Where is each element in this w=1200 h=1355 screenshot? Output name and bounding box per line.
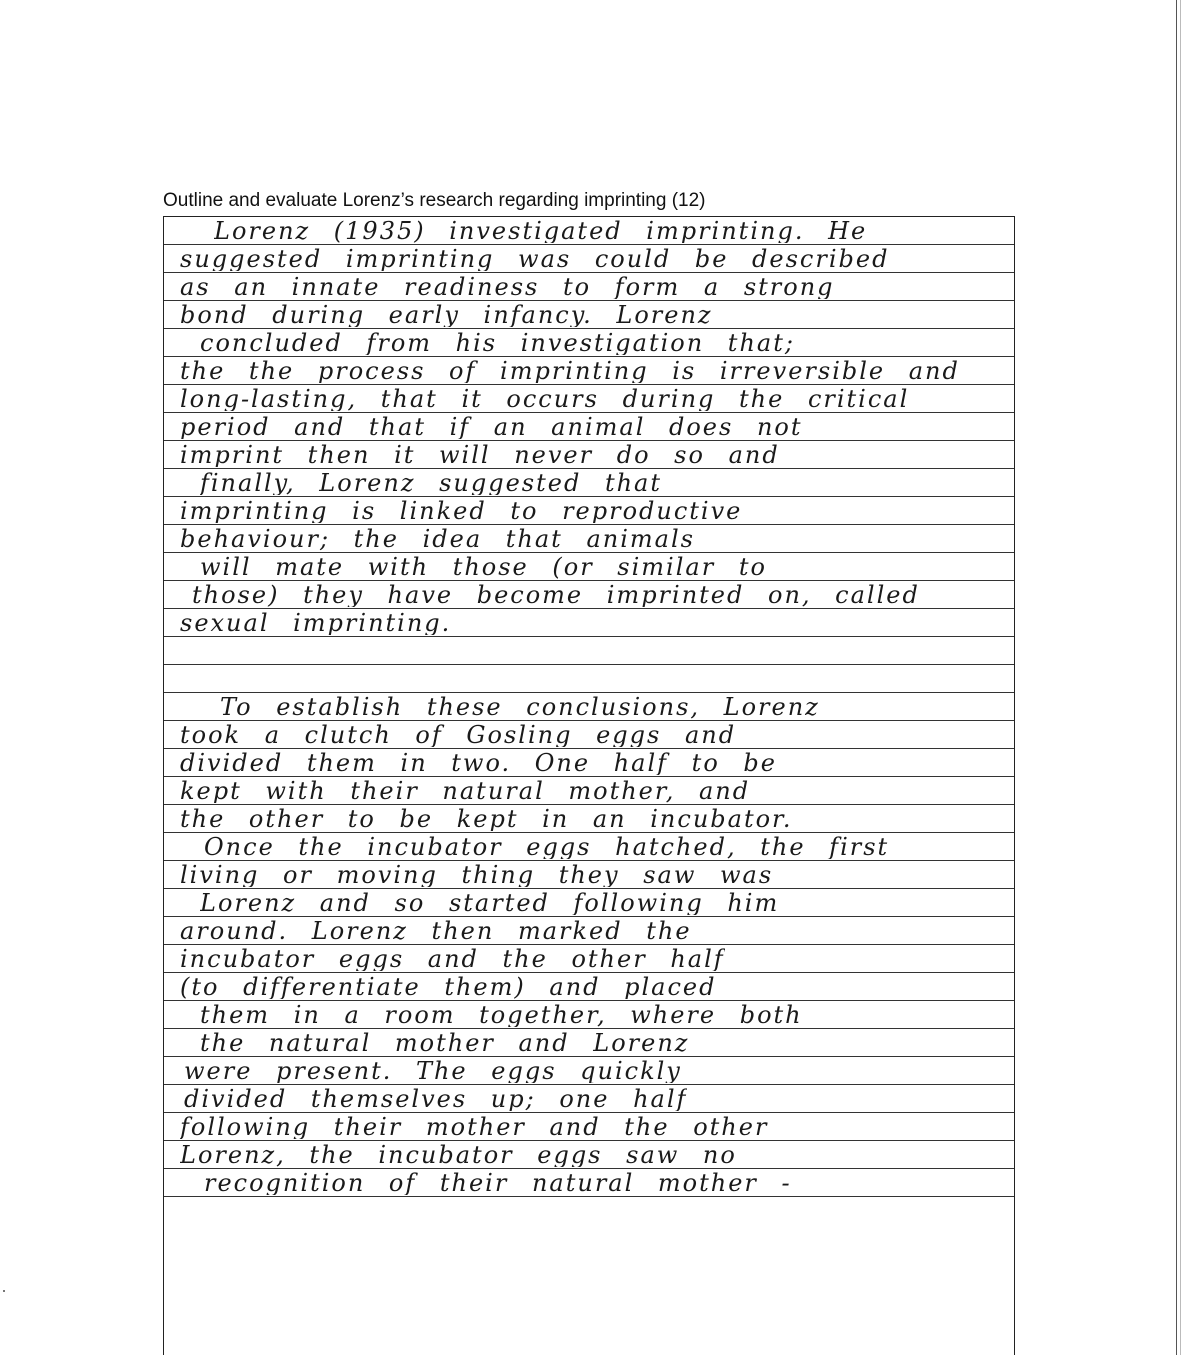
ruled-line [164, 1113, 1014, 1141]
question-heading: Outline and evaluate Lorenz’s research regarding imprinting (12) [163, 190, 706, 211]
handwritten-line: (to differentiate them) and placed [180, 975, 717, 999]
ruled-line [164, 441, 1014, 469]
scan-speck [3, 1290, 5, 1292]
handwritten-line: imprinting is linked to reproductive [180, 499, 743, 523]
handwritten-line: To establish these conclusions, Lorenz [220, 695, 820, 719]
ruled-line [164, 777, 1014, 805]
ruled-line [164, 721, 1014, 749]
ruled-line [164, 945, 1014, 973]
handwritten-line: those) they have become imprinted on, called [192, 583, 920, 607]
ruled-line [164, 273, 1014, 301]
handwritten-line: incubator eggs and the other half [180, 947, 725, 971]
handwritten-line: the the process of imprinting is irreversible and [180, 359, 960, 383]
page-edge [1176, 0, 1177, 1355]
handwritten-line: Lorenz (1935) investigated imprinting. He [214, 219, 868, 243]
ruled-line [164, 749, 1014, 777]
ruled-line [164, 497, 1014, 525]
page-edge-shadow [1180, 0, 1181, 1355]
ruled-line [164, 1169, 1014, 1197]
handwritten-line: imprint then it will never do so and [180, 443, 780, 467]
handwritten-line: suggested imprinting was could be described [180, 247, 890, 271]
handwritten-line: sexual imprinting. [180, 611, 452, 635]
handwritten-line: as an innate readiness to form a strong [180, 275, 835, 299]
ruled-line [164, 609, 1014, 637]
handwritten-line: will mate with those (or similar to [200, 555, 767, 579]
ruled-line [164, 889, 1014, 917]
ruled-line [164, 385, 1014, 413]
ruled-line [164, 805, 1014, 833]
ruled-line [164, 637, 1014, 665]
handwritten-line: Lorenz, the incubator eggs saw no [180, 1143, 737, 1167]
handwritten-line: behaviour; the idea that animals [180, 527, 695, 551]
ruled-line [164, 1001, 1014, 1029]
handwritten-line: concluded from his investigation that; [200, 331, 795, 355]
ruled-line [164, 833, 1014, 861]
ruled-line [164, 525, 1014, 553]
ruled-line [164, 581, 1014, 609]
handwritten-line: them in a room together, where both [200, 1003, 803, 1027]
ruled-line [164, 413, 1014, 441]
ruled-line [164, 1085, 1014, 1113]
handwritten-line: divided them in two. One half to be [180, 751, 777, 775]
ruled-line [164, 693, 1014, 721]
handwritten-line: living or moving thing they saw was [180, 863, 774, 887]
handwritten-line: Once the incubator eggs hatched, the first [204, 835, 890, 859]
ruled-line [164, 469, 1014, 497]
ruled-line [164, 245, 1014, 273]
ruled-line [164, 917, 1014, 945]
ruled-line [164, 553, 1014, 581]
handwritten-line: Lorenz and so started following him [200, 891, 780, 915]
handwritten-line: bond during early infancy. Lorenz [180, 303, 713, 327]
handwritten-line: were present. The eggs quickly [184, 1059, 682, 1083]
handwritten-line: the other to be kept in an incubator. [180, 807, 793, 831]
handwritten-line: divided themselves up; one half [184, 1087, 688, 1111]
handwritten-line: following their mother and the other [180, 1115, 769, 1139]
ruled-line [164, 1057, 1014, 1085]
ruled-line [164, 1029, 1014, 1057]
handwritten-line: finally, Lorenz suggested that [200, 471, 663, 495]
handwritten-line: recognition of their natural mother - [204, 1171, 792, 1195]
ruled-line [164, 217, 1014, 245]
handwritten-line: around. Lorenz then marked the [180, 919, 692, 943]
lined-answer-sheet [163, 216, 1015, 1355]
handwritten-line: period and that if an animal does not [180, 415, 803, 439]
handwritten-line: took a clutch of Gosling eggs and [180, 723, 737, 747]
ruled-line [164, 301, 1014, 329]
handwritten-line: the natural mother and Lorenz [200, 1031, 690, 1055]
ruled-line [164, 861, 1014, 889]
ruled-line [164, 665, 1014, 693]
ruled-line [164, 357, 1014, 385]
handwritten-line: kept with their natural mother, and [180, 779, 751, 803]
ruled-line [164, 973, 1014, 1001]
handwritten-line: long-lasting, that it occurs during the critical [180, 387, 910, 411]
ruled-line [164, 329, 1014, 357]
ruled-line [164, 1141, 1014, 1169]
